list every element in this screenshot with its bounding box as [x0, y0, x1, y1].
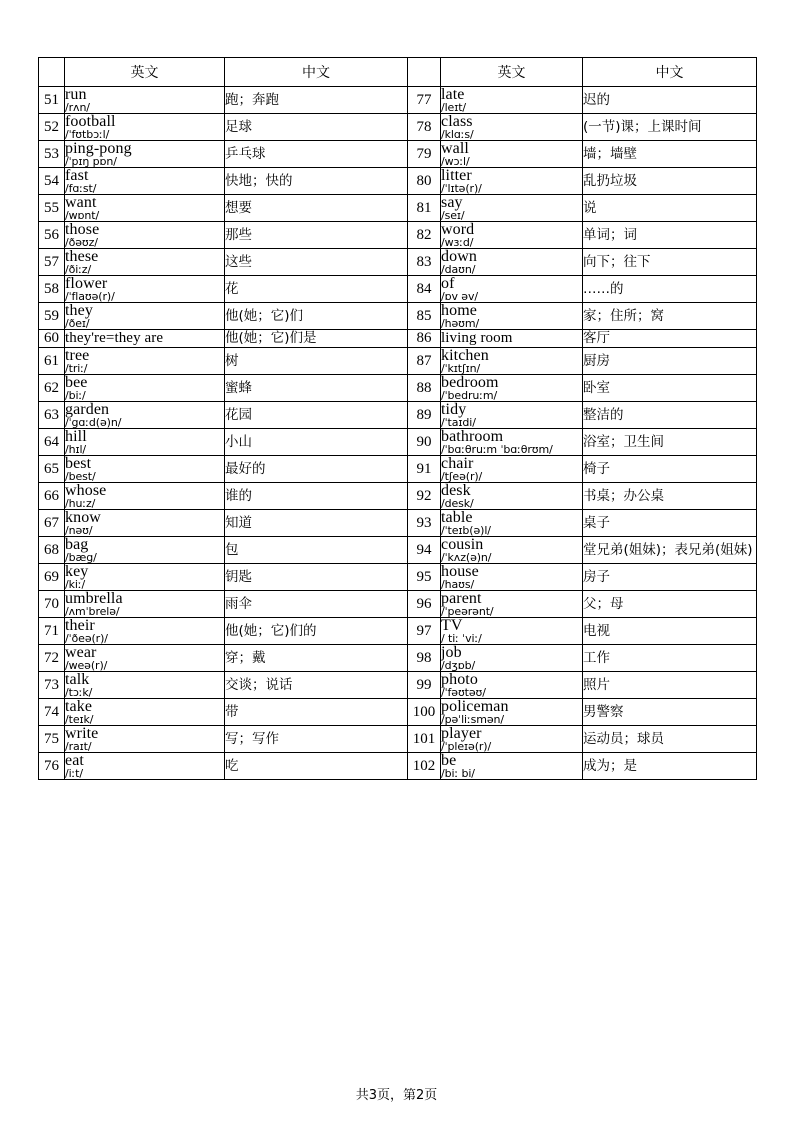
- row-number: 74: [39, 699, 65, 726]
- phonetic-text: /ˈbɑːθruːm ˈbɑːθrʊm/: [441, 443, 553, 456]
- table-row: [39, 564, 757, 591]
- meaning-cell: 他(她；它)们是: [225, 330, 408, 348]
- row-number: 93: [408, 510, 441, 537]
- phonetic-text: /daʊn/: [441, 263, 476, 276]
- word-text: want: [65, 194, 97, 211]
- phonetic-text: /həʊm/: [441, 317, 480, 330]
- word-text: they: [65, 302, 93, 319]
- phonetic-text: /haʊs/: [441, 578, 475, 591]
- row-number: 91: [408, 456, 441, 483]
- row-number: 92: [408, 483, 441, 510]
- meaning-cell: ……的: [583, 276, 757, 303]
- row-number: 87: [408, 348, 441, 375]
- phonetic-text: /ˈteɪb(ə)l/: [441, 524, 491, 537]
- phonetic-text: /ˈflaʊə(r)/: [65, 290, 115, 303]
- row-number: 69: [39, 564, 65, 591]
- word-cell: [441, 330, 583, 348]
- word-text: chair: [441, 455, 474, 472]
- meaning-cell: 整洁的: [583, 402, 757, 429]
- row-number: 67: [39, 510, 65, 537]
- table-row: [39, 402, 757, 429]
- word-cell: [65, 195, 225, 222]
- phonetic-text: /ˈlɪtə(r)/: [441, 182, 482, 195]
- word-text: word: [441, 221, 475, 238]
- word-cell: [441, 645, 583, 672]
- row-number: 81: [408, 195, 441, 222]
- table-row: [39, 222, 757, 249]
- row-number: 70: [39, 591, 65, 618]
- word-cell: [65, 645, 225, 672]
- word-cell: [441, 429, 583, 456]
- word-text: best: [65, 455, 92, 472]
- word-cell: [65, 537, 225, 564]
- meaning-cell: 运动员；球员: [583, 726, 757, 753]
- phonetic-text: /ʌmˈbrelə/: [65, 605, 120, 618]
- phonetic-text: /biː/: [65, 389, 86, 402]
- word-text: eat: [65, 752, 84, 769]
- word-text: run: [65, 86, 87, 103]
- meaning-cell: 客厅: [583, 330, 757, 348]
- word-cell: [441, 402, 583, 429]
- meaning-cell: 厨房: [583, 348, 757, 375]
- table-row: [39, 726, 757, 753]
- meaning-cell: 迟的: [583, 87, 757, 114]
- word-cell: [441, 348, 583, 375]
- phonetic-text: /ðeɪ/: [65, 317, 90, 330]
- word-text: job: [441, 644, 462, 661]
- row-number: 76: [39, 753, 65, 780]
- word-cell: [65, 483, 225, 510]
- word-text: know: [65, 509, 101, 526]
- word-cell: [65, 726, 225, 753]
- phonetic-text: /triː/: [65, 362, 88, 375]
- row-number: 77: [408, 87, 441, 114]
- page-footer: 共3页，第2页: [355, 1088, 438, 1103]
- meaning-cell: 这些: [225, 249, 408, 276]
- meaning-cell: 花: [225, 276, 408, 303]
- phonetic-text: /ˈgɑːd(ə)n/: [65, 416, 122, 429]
- phonetic-text: /kiː/: [65, 578, 86, 591]
- row-number: 82: [408, 222, 441, 249]
- table-row: [39, 672, 757, 699]
- word-cell: [65, 429, 225, 456]
- word-cell: [65, 330, 225, 348]
- table-row: [39, 483, 757, 510]
- word-text: bag: [65, 536, 89, 553]
- phonetic-text: /ˈpɪŋ pɒn/: [65, 155, 117, 168]
- table-body: [39, 87, 757, 780]
- phonetic-text: /hɪl/: [65, 443, 87, 456]
- row-number: 84: [408, 276, 441, 303]
- meaning-cell: 快地；快的: [225, 168, 408, 195]
- word-text: living room: [441, 330, 513, 346]
- word-cell: [65, 672, 225, 699]
- row-number: 52: [39, 114, 65, 141]
- row-number: 75: [39, 726, 65, 753]
- word-text: parent: [441, 590, 482, 607]
- word-text: kitchen: [441, 347, 489, 364]
- word-text: fast: [65, 167, 89, 184]
- phonetic-text: /klɑːs/: [441, 128, 474, 141]
- phonetic-text: /weə(r)/: [65, 659, 108, 672]
- meaning-cell: 那些: [225, 222, 408, 249]
- phonetic-text: /biː bi/: [441, 767, 475, 780]
- word-cell: [441, 222, 583, 249]
- phonetic-text: /dʒɒb/: [441, 659, 476, 672]
- row-number: 88: [408, 375, 441, 402]
- word-text: photo: [441, 671, 478, 688]
- word-text: bee: [65, 374, 88, 391]
- phonetic-text: /ˈpleɪə(r)/: [441, 740, 492, 753]
- meaning-cell: 卧室: [583, 375, 757, 402]
- word-text: bathroom: [441, 428, 504, 445]
- row-number: 85: [408, 303, 441, 330]
- word-text: those: [65, 221, 100, 238]
- meaning-cell: 吃: [225, 753, 408, 780]
- row-number: 90: [408, 429, 441, 456]
- table-row: [39, 375, 757, 402]
- phonetic-text: /ˈfʊtbɔːl/: [65, 128, 110, 141]
- meaning-cell: 穿；戴: [225, 645, 408, 672]
- row-number: 79: [408, 141, 441, 168]
- row-number: 66: [39, 483, 65, 510]
- word-text: down: [441, 248, 477, 265]
- row-number: 58: [39, 276, 65, 303]
- phonetic-text: /seɪ/: [441, 209, 465, 222]
- header-number-left: [39, 58, 65, 87]
- row-number: 97: [408, 618, 441, 645]
- table-row: [39, 537, 757, 564]
- word-cell: [65, 141, 225, 168]
- word-cell: [65, 348, 225, 375]
- word-text: wear: [65, 644, 97, 661]
- row-number: 68: [39, 537, 65, 564]
- phonetic-text: /fɑːst/: [65, 182, 97, 195]
- meaning-cell: 电视: [583, 618, 757, 645]
- row-number: 94: [408, 537, 441, 564]
- meaning-cell: 桌子: [583, 510, 757, 537]
- word-text: these: [65, 248, 99, 265]
- row-number: 56: [39, 222, 65, 249]
- meaning-cell: 家；住所；窝: [583, 303, 757, 330]
- phonetic-text: /ˈpeərənt/: [441, 605, 494, 618]
- table-row: [39, 591, 757, 618]
- header-english-right: 英文: [441, 58, 583, 87]
- vocabulary-table: [38, 57, 757, 780]
- word-cell: [441, 591, 583, 618]
- phonetic-text: /ˈkʌz(ə)n/: [441, 551, 492, 564]
- word-cell: [441, 564, 583, 591]
- meaning-cell: 乱扔垃圾: [583, 168, 757, 195]
- phonetic-text: /raɪt/: [65, 740, 92, 753]
- row-number: 62: [39, 375, 65, 402]
- word-text: litter: [441, 167, 472, 184]
- header-number-right: [408, 58, 441, 87]
- word-text: class: [441, 113, 473, 130]
- meaning-cell: 椅子: [583, 456, 757, 483]
- word-cell: [441, 537, 583, 564]
- phonetic-text: /ɒv əv/: [441, 290, 478, 303]
- row-number: 99: [408, 672, 441, 699]
- row-number: 57: [39, 249, 65, 276]
- word-text: write: [65, 725, 99, 742]
- meaning-cell: 花园: [225, 402, 408, 429]
- meaning-cell: 想要: [225, 195, 408, 222]
- meaning-cell: 浴室；卫生间: [583, 429, 757, 456]
- meaning-cell: 足球: [225, 114, 408, 141]
- word-cell: [441, 726, 583, 753]
- meaning-cell: 照片: [583, 672, 757, 699]
- row-number: 59: [39, 303, 65, 330]
- word-cell: [65, 510, 225, 537]
- row-number: 61: [39, 348, 65, 375]
- word-text: table: [441, 509, 473, 526]
- meaning-cell: 包: [225, 537, 408, 564]
- word-cell: [441, 249, 583, 276]
- word-text: tree: [65, 347, 90, 364]
- meaning-cell: 书桌；办公桌: [583, 483, 757, 510]
- row-number: 95: [408, 564, 441, 591]
- header-chinese-left: 中文: [225, 58, 408, 87]
- table-row: [39, 141, 757, 168]
- row-number: 73: [39, 672, 65, 699]
- row-number: 86: [408, 330, 441, 348]
- table-row: [39, 456, 757, 483]
- meaning-cell: 父；母: [583, 591, 757, 618]
- word-cell: [65, 564, 225, 591]
- row-number: 72: [39, 645, 65, 672]
- word-text: flower: [65, 275, 108, 292]
- phonetic-text: /ˈkɪtʃɪn/: [441, 362, 481, 375]
- table-row: [39, 276, 757, 303]
- word-text: say: [441, 194, 463, 211]
- word-text: whose: [65, 482, 107, 499]
- word-cell: [441, 510, 583, 537]
- table-row: [39, 429, 757, 456]
- word-text: their: [65, 617, 95, 634]
- phonetic-text: /rʌn/: [65, 101, 90, 114]
- word-cell: [441, 114, 583, 141]
- phonetic-text: /iːt/: [65, 767, 83, 780]
- row-number: 51: [39, 87, 65, 114]
- row-number: 53: [39, 141, 65, 168]
- phonetic-text: /nəʊ/: [65, 524, 93, 537]
- word-cell: [65, 699, 225, 726]
- row-number: 55: [39, 195, 65, 222]
- table-row: [39, 645, 757, 672]
- meaning-cell: 工作: [583, 645, 757, 672]
- meaning-cell: 交谈；说话: [225, 672, 408, 699]
- word-text: football: [65, 113, 116, 130]
- phonetic-text: / tiː ˈviː/: [441, 632, 482, 645]
- meaning-cell: 写；写作: [225, 726, 408, 753]
- meaning-cell: 向下；往下: [583, 249, 757, 276]
- word-cell: [441, 753, 583, 780]
- word-cell: [65, 456, 225, 483]
- table-row: [39, 249, 757, 276]
- meaning-cell: 谁的: [225, 483, 408, 510]
- phonetic-text: /leɪt/: [441, 101, 467, 114]
- row-number: 64: [39, 429, 65, 456]
- meaning-cell: 单词；词: [583, 222, 757, 249]
- word-text: ping-pong: [65, 140, 132, 157]
- table-row: [39, 753, 757, 780]
- meaning-cell: 男警察: [583, 699, 757, 726]
- table-row: [39, 618, 757, 645]
- meaning-cell: 带: [225, 699, 408, 726]
- phonetic-text: /ˈðeə(r)/: [65, 632, 108, 645]
- phonetic-text: /ˈfəʊtəʊ/: [441, 686, 486, 699]
- word-text: garden: [65, 401, 110, 418]
- meaning-cell: 知道: [225, 510, 408, 537]
- meaning-cell: 他(她；它)们的: [225, 618, 408, 645]
- table-row: [39, 195, 757, 222]
- word-text: home: [441, 302, 477, 319]
- row-number: 63: [39, 402, 65, 429]
- word-cell: [65, 402, 225, 429]
- vocabulary-sheet: [38, 57, 756, 780]
- word-cell: [441, 276, 583, 303]
- word-cell: [65, 618, 225, 645]
- table-row: [39, 114, 757, 141]
- word-cell: [65, 591, 225, 618]
- row-number: 101: [408, 726, 441, 753]
- meaning-cell: 乒乓球: [225, 141, 408, 168]
- row-number: 54: [39, 168, 65, 195]
- phonetic-text: /desk/: [441, 497, 474, 510]
- table-header: [39, 58, 757, 87]
- meaning-cell: 钥匙: [225, 564, 408, 591]
- meaning-cell: 他(她；它)们: [225, 303, 408, 330]
- phonetic-text: /ðiːz/: [65, 263, 92, 276]
- word-text: they're=they are: [65, 330, 164, 346]
- row-number: 80: [408, 168, 441, 195]
- table-header-row: [39, 58, 757, 87]
- phonetic-text: /tɔːk/: [65, 686, 93, 699]
- table-row: [39, 348, 757, 375]
- meaning-cell: 说: [583, 195, 757, 222]
- word-cell: [65, 249, 225, 276]
- row-number: 102: [408, 753, 441, 780]
- word-cell: [441, 618, 583, 645]
- row-number: 89: [408, 402, 441, 429]
- meaning-cell: 房子: [583, 564, 757, 591]
- phonetic-text: /teɪk/: [65, 713, 94, 726]
- header-chinese-right: 中文: [583, 58, 757, 87]
- word-text: be: [441, 752, 457, 769]
- word-text: policeman: [441, 698, 509, 715]
- phonetic-text: /wɒnt/: [65, 209, 100, 222]
- word-cell: [441, 483, 583, 510]
- table-row: [39, 510, 757, 537]
- word-cell: [441, 456, 583, 483]
- meaning-cell: 跑；奔跑: [225, 87, 408, 114]
- word-cell: [441, 303, 583, 330]
- row-number: 83: [408, 249, 441, 276]
- table-row: [39, 168, 757, 195]
- word-text: house: [441, 563, 479, 580]
- word-cell: [441, 195, 583, 222]
- word-text: TV: [441, 617, 463, 634]
- row-number: 78: [408, 114, 441, 141]
- word-text: late: [441, 86, 465, 103]
- word-cell: [441, 87, 583, 114]
- word-cell: [65, 168, 225, 195]
- word-cell: [441, 141, 583, 168]
- word-cell: [441, 168, 583, 195]
- header-english-left: 英文: [65, 58, 225, 87]
- phonetic-text: /ˈbedruːm/: [441, 389, 498, 402]
- meaning-cell: 小山: [225, 429, 408, 456]
- phonetic-text: /pəˈliːsmən/: [441, 713, 504, 726]
- meaning-cell: 墙；墙壁: [583, 141, 757, 168]
- word-cell: [441, 375, 583, 402]
- phonetic-text: /ˈtaɪdi/: [441, 416, 476, 429]
- word-text: take: [65, 698, 93, 715]
- word-text: cousin: [441, 536, 484, 553]
- word-text: desk: [441, 482, 471, 499]
- word-cell: [65, 375, 225, 402]
- row-number: 60: [39, 330, 65, 348]
- word-cell: [65, 87, 225, 114]
- word-cell: [65, 114, 225, 141]
- meaning-cell: 树: [225, 348, 408, 375]
- phonetic-text: /huːz/: [65, 497, 96, 510]
- meaning-cell: 雨伞: [225, 591, 408, 618]
- table-row: [39, 330, 757, 348]
- phonetic-text: /best/: [65, 470, 96, 483]
- word-cell: [441, 699, 583, 726]
- word-text: umbrella: [65, 590, 123, 607]
- phonetic-text: /tʃeə(r)/: [441, 470, 483, 483]
- word-text: player: [441, 725, 482, 742]
- word-text: of: [441, 275, 455, 292]
- word-text: tidy: [441, 401, 467, 418]
- word-cell: [65, 222, 225, 249]
- word-text: talk: [65, 671, 90, 688]
- meaning-cell: 最好的: [225, 456, 408, 483]
- meaning-cell: 蜜蜂: [225, 375, 408, 402]
- meaning-cell: 成为；是: [583, 753, 757, 780]
- word-text: key: [65, 563, 89, 580]
- table-row: [39, 699, 757, 726]
- phonetic-text: /wɜːd/: [441, 236, 474, 249]
- word-text: bedroom: [441, 374, 499, 391]
- row-number: 96: [408, 591, 441, 618]
- word-cell: [441, 672, 583, 699]
- phonetic-text: /ðəʊz/: [65, 236, 98, 249]
- phonetic-text: /bæg/: [65, 551, 97, 564]
- phonetic-text: /wɔːl/: [441, 155, 470, 168]
- table-row: [39, 303, 757, 330]
- word-cell: [65, 276, 225, 303]
- meaning-cell: 堂兄弟(姐妹)；表兄弟(姐妹): [583, 537, 757, 564]
- meaning-cell: (一节)课；上课时间: [583, 114, 757, 141]
- row-number: 100: [408, 699, 441, 726]
- word-text: hill: [65, 428, 87, 445]
- row-number: 71: [39, 618, 65, 645]
- row-number: 65: [39, 456, 65, 483]
- table-row: [39, 87, 757, 114]
- row-number: 98: [408, 645, 441, 672]
- word-text: wall: [441, 140, 469, 157]
- word-cell: [65, 303, 225, 330]
- word-cell: [65, 753, 225, 780]
